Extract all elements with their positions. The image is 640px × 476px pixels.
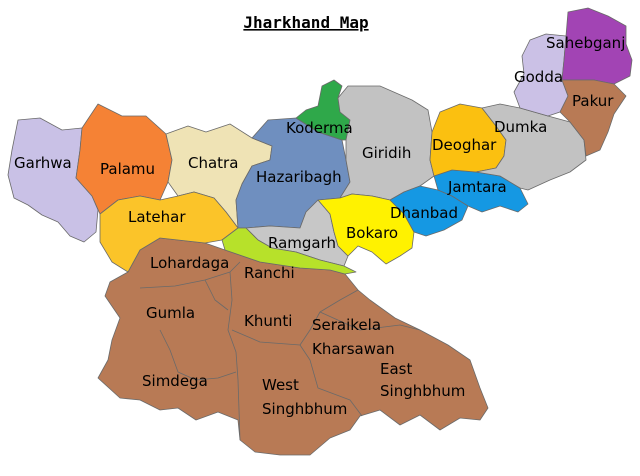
label-dhanbad: Dhanbad	[390, 204, 458, 222]
label-east-singhbhum-line2: Singhbhum	[380, 382, 466, 400]
label-ramgarh: Ramgarh	[268, 234, 337, 252]
label-sahebganj: Sahebganj	[546, 34, 626, 52]
label-pakur: Pakur	[572, 92, 614, 110]
map-title: Jharkhand Map	[243, 13, 369, 32]
label-east-singhbhum-line1: East	[380, 360, 413, 378]
label-gumla: Gumla	[146, 304, 196, 322]
label-dumka: Dumka	[494, 118, 548, 136]
label-deoghar: Deoghar	[432, 136, 497, 154]
label-west-singhbhum-line1: West	[262, 376, 299, 394]
label-godda: Godda	[514, 68, 564, 86]
label-garhwa: Garhwa	[14, 154, 72, 172]
label-simdega: Simdega	[142, 372, 208, 390]
label-seraikela-line1: Seraikela	[312, 316, 382, 334]
label-koderma: Koderma	[286, 119, 353, 137]
label-hazaribagh: Hazaribagh	[256, 168, 342, 186]
label-lohardaga: Lohardaga	[150, 254, 230, 272]
label-ranchi: Ranchi	[244, 264, 295, 282]
label-khunti: Khunti	[244, 312, 293, 330]
label-latehar: Latehar	[128, 208, 186, 226]
district-giridih[interactable]	[338, 86, 434, 200]
label-jamtara: Jamtara	[448, 178, 507, 196]
label-giridih: Giridih	[362, 144, 412, 162]
label-seraikela-line2: Kharsawan	[312, 340, 395, 358]
label-west-singhbhum-line2: Singhbhum	[262, 400, 348, 418]
label-bokaro: Bokaro	[346, 224, 399, 242]
label-chatra: Chatra	[188, 154, 239, 172]
label-palamu: Palamu	[100, 160, 156, 178]
